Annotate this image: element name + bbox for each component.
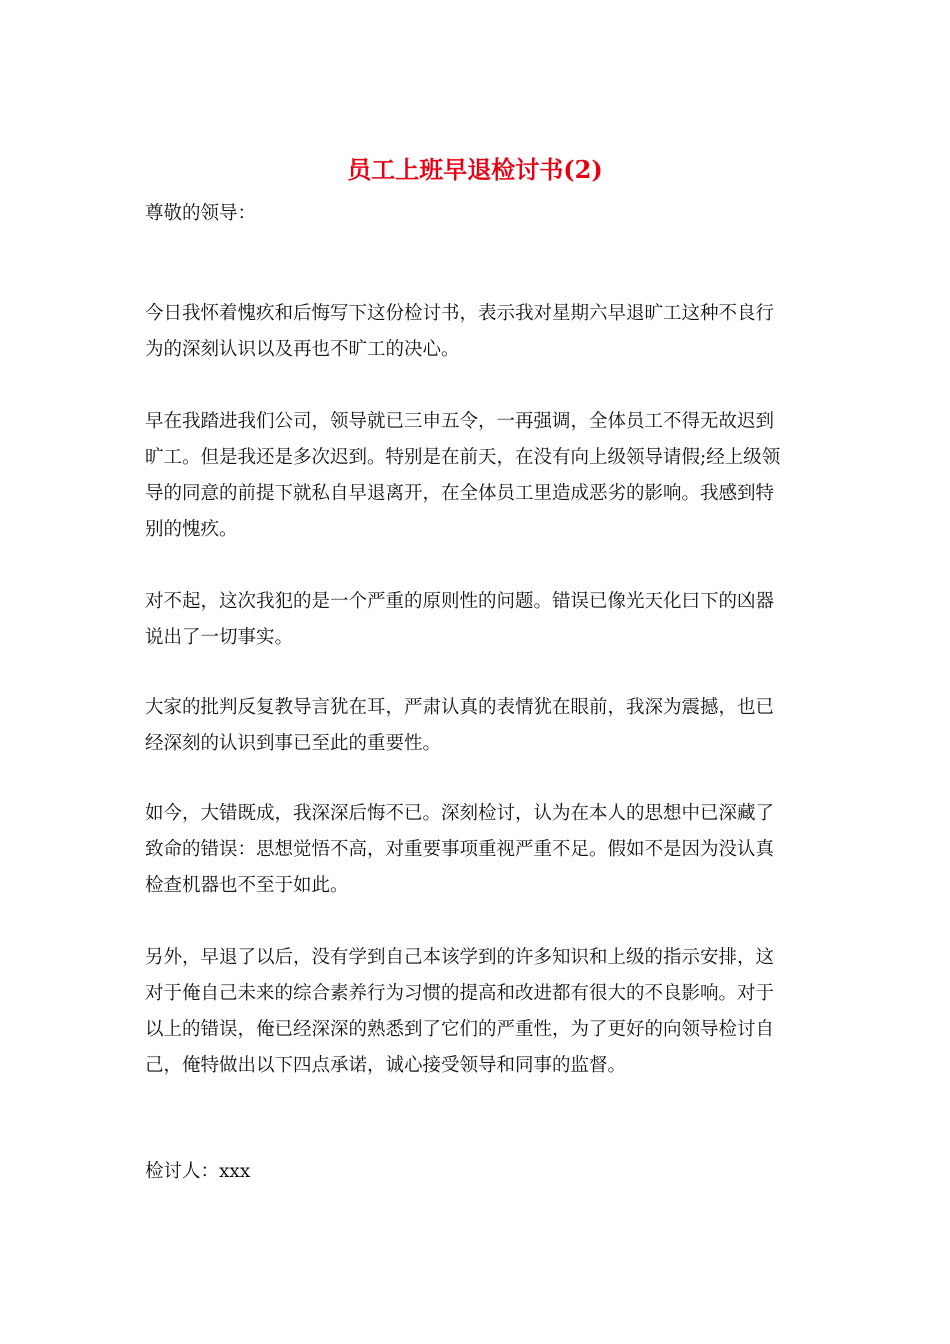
paragraph-line: 今日我怀着愧疚和后悔写下这份检讨书，表示我对星期六早退旷工这种不良行	[145, 303, 775, 324]
paragraph-line: 己，俺特做出以下四点承诺，诚心接受领导和同事的监督。	[145, 1055, 627, 1076]
paragraph-line: 为的深刻认识以及再也不旷工的决心。	[145, 339, 460, 360]
paragraph-line: 如今，大错既成，我深深后悔不已。深刻检讨，认为在本人的思想中已深藏了	[145, 803, 775, 824]
paragraph-1	[145, 296, 810, 368]
paragraph-line: 说出了一切事实。	[145, 627, 294, 648]
paragraph-line: 检查机器也不至于如此。	[145, 875, 349, 896]
salutation: 尊敬的领导：	[145, 203, 257, 224]
paragraph-line: 以上的错误，俺已经深深的熟悉到了它们的严重性，为了更好的向领导检讨自	[145, 1019, 775, 1040]
paragraph-line: 经深刻的认识到事已至此的重要性。	[145, 733, 442, 754]
paragraph-3	[145, 584, 810, 656]
paragraph-line: 大家的批判反复教导言犹在耳，严肃认真的表情犹在眼前，我深为震撼，也已	[145, 697, 775, 718]
document-title: 员工上班早退检讨书(2)	[347, 155, 603, 184]
paragraph-6	[145, 940, 810, 1084]
paragraph-line: 早在我踏进我们公司，领导就已三申五令，一再强调，全体员工不得无故迟到	[145, 411, 775, 432]
signature: 检讨人：xxx	[145, 1161, 251, 1182]
paragraph-line: 别的愧疚。	[145, 519, 238, 540]
paragraph-2	[145, 404, 810, 548]
paragraph-line: 旷工。但是我还是多次迟到。特别是在前天，在没有向上级领导请假;经上级领	[145, 447, 781, 468]
paragraph-line: 致命的错误：思想觉悟不高，对重要事项重视严重不足。假如不是因为没认真	[145, 839, 775, 860]
paragraph-line: 对于俺自己未来的综合素养行为习惯的提高和改进都有很大的不良影响。对于	[145, 983, 775, 1004]
paragraph-line: 另外，早退了以后，没有学到自己本该学到的许多知识和上级的指示安排，这	[145, 947, 775, 968]
paragraph-4	[145, 690, 810, 762]
paragraph-line: 导的同意的前提下就私自早退离开，在全体员工里造成恶劣的影响。我感到特	[145, 483, 775, 504]
paragraph-5	[145, 796, 810, 904]
paragraph-line: 对不起，这次我犯的是一个严重的原则性的问题。错误已像光天化曰下的凶器	[145, 591, 775, 612]
